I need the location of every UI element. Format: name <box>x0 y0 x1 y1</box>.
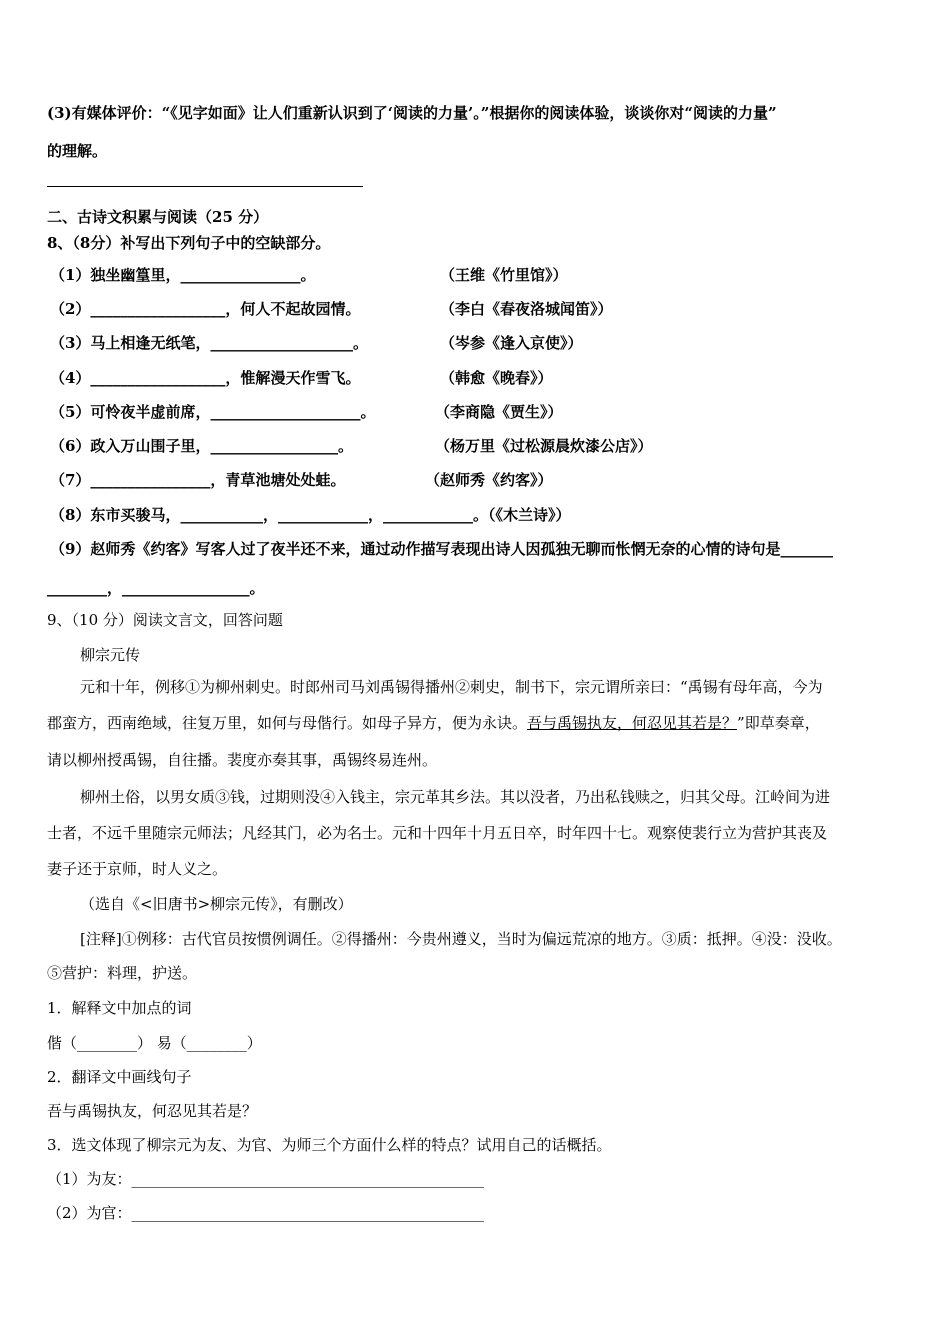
passage-p2-line1: 柳州土俗，以男女质③钱，过期则没④入钱主，宗元革其乡法。其以没者，乃出私钱赎之，归其父母。江岭间为进 <box>80 788 831 806</box>
passage-title: 柳宗元传 <box>80 646 141 664</box>
q8-item-4: （4）__________________，惟解漫天作雪飞。 <box>50 369 361 387</box>
q8-item-9-line2: ________，_________________。 <box>47 579 265 597</box>
passage-p1-line2-post: ”即草奏章， <box>737 714 820 732</box>
q8-item-9-line1: （9）赵师秀《约客》写客人过了夜半还不来，通过动作描写表现出诗人因孤独无聊而怅惘无奈的心情的诗句是_______ <box>50 540 833 558</box>
underlined-sentence: 吾与禹锡执友，何忍见其若是？ <box>527 714 738 732</box>
passage-p1-line2-pre: 郡蛮方，西南绝域，往复万里，如何与母偕行。如母子异方，便为永诀。 <box>47 714 528 732</box>
q8-item-2: （2）__________________，何人不起故园情。 <box>50 300 361 318</box>
section-2-title: 二、古诗文积累与阅读（25 分） <box>47 208 269 226</box>
passage-p1-line3: 请以柳州授禹锡，自往播。裴度亦奏其事，禹锡终易连州。 <box>47 751 438 769</box>
sub3-title: 3．选文体现了柳宗元为友、为官、为师三个方面什么样的特点？试用自己的话概括。 <box>47 1136 612 1154</box>
q8-item-6: （6）政入万山围子里，_________________。 <box>50 437 353 455</box>
q8-item-3-source: （岑参《逢入京使》） <box>440 334 583 352</box>
answer-blank-line <box>47 186 363 187</box>
passage-p2-line3: 妻子还于京师，时人义之。 <box>47 860 228 878</box>
passage-source: （选自《<旧唐书>柳宗元传》，有删改） <box>80 895 353 913</box>
q7-3-line1: (3)有媒体评价：“《见字如面》让人们重新认识到了‘阅读的力量’。”根据你的阅读体验，谈谈你对“阅读的力量” <box>47 104 777 122</box>
q7-3-line2: 的理解。 <box>47 142 108 160</box>
sub1-blanks: 偕（________） 易（________） <box>47 1034 262 1052</box>
q8-item-7-source: （赵师秀《约客》） <box>425 471 553 489</box>
q8-item-2-source: （李白《春夜洛城闻笛》） <box>440 300 613 318</box>
q8-item-3: （3）马上相逢无纸笔，___________________。 <box>50 334 368 352</box>
q8-item-1-source: （王维《竹里馆》） <box>440 266 568 284</box>
q8-item-5: （5）可怜夜半虚前席，____________________。 <box>50 403 376 421</box>
q8-item-8: （8）东市买骏马，___________，____________，____________。（《木兰诗》） <box>50 506 571 524</box>
q8-item-4-source: （韩愈《晚春》） <box>440 369 553 387</box>
passage-p1-line1: 元和十年，例移①为柳州刺史。时郎州司马刘禹锡得播州②刺史，制书下，宗元谓所亲曰：“禹锡有母年高，今为 <box>80 678 823 696</box>
passage-p2-line2: 士者，不远千里随宗元师法；凡经其门，必为名士。元和十四年十月五日卒，时年四十七。观察使裴行立为营护其丧及 <box>47 824 828 842</box>
sub3-answer-official: （2）为官：_______________________________________________ <box>47 1204 485 1222</box>
q8-item-5-source: （李商隐《贾生》） <box>435 403 563 421</box>
sub1-title: 1．解释文中加点的词 <box>47 999 192 1017</box>
q8-title: 8、（8分）补写出下列句子中的空缺部分。 <box>47 234 331 252</box>
notes-line2: ⑤营护：料理，护送。 <box>47 964 198 982</box>
sub3-answer-friend: （1）为友：_______________________________________________ <box>47 1170 485 1188</box>
q9-title: 9、（10 分）阅读文言文，回答问题 <box>47 611 283 629</box>
q8-item-7: （7）________________，青草池塘处处蛙。 <box>50 471 346 489</box>
q8-item-6-source: （杨万里《过松源晨炊漆公店》） <box>435 437 653 455</box>
sub2-title: 2．翻译文中画线句子 <box>47 1068 192 1086</box>
sub2-sentence: 吾与禹锡执友，何忍见其若是？ <box>47 1102 258 1120</box>
notes-line1: [注释]①例移：古代官员按惯例调任。②得播州：今贵州遵义，当时为偏远荒凉的地方。③质：抵押。④没：没收。 <box>80 930 842 948</box>
q8-item-1: （1）独坐幽篁里，________________。 <box>50 266 316 284</box>
passage-p1-line2 <box>47 713 820 733</box>
